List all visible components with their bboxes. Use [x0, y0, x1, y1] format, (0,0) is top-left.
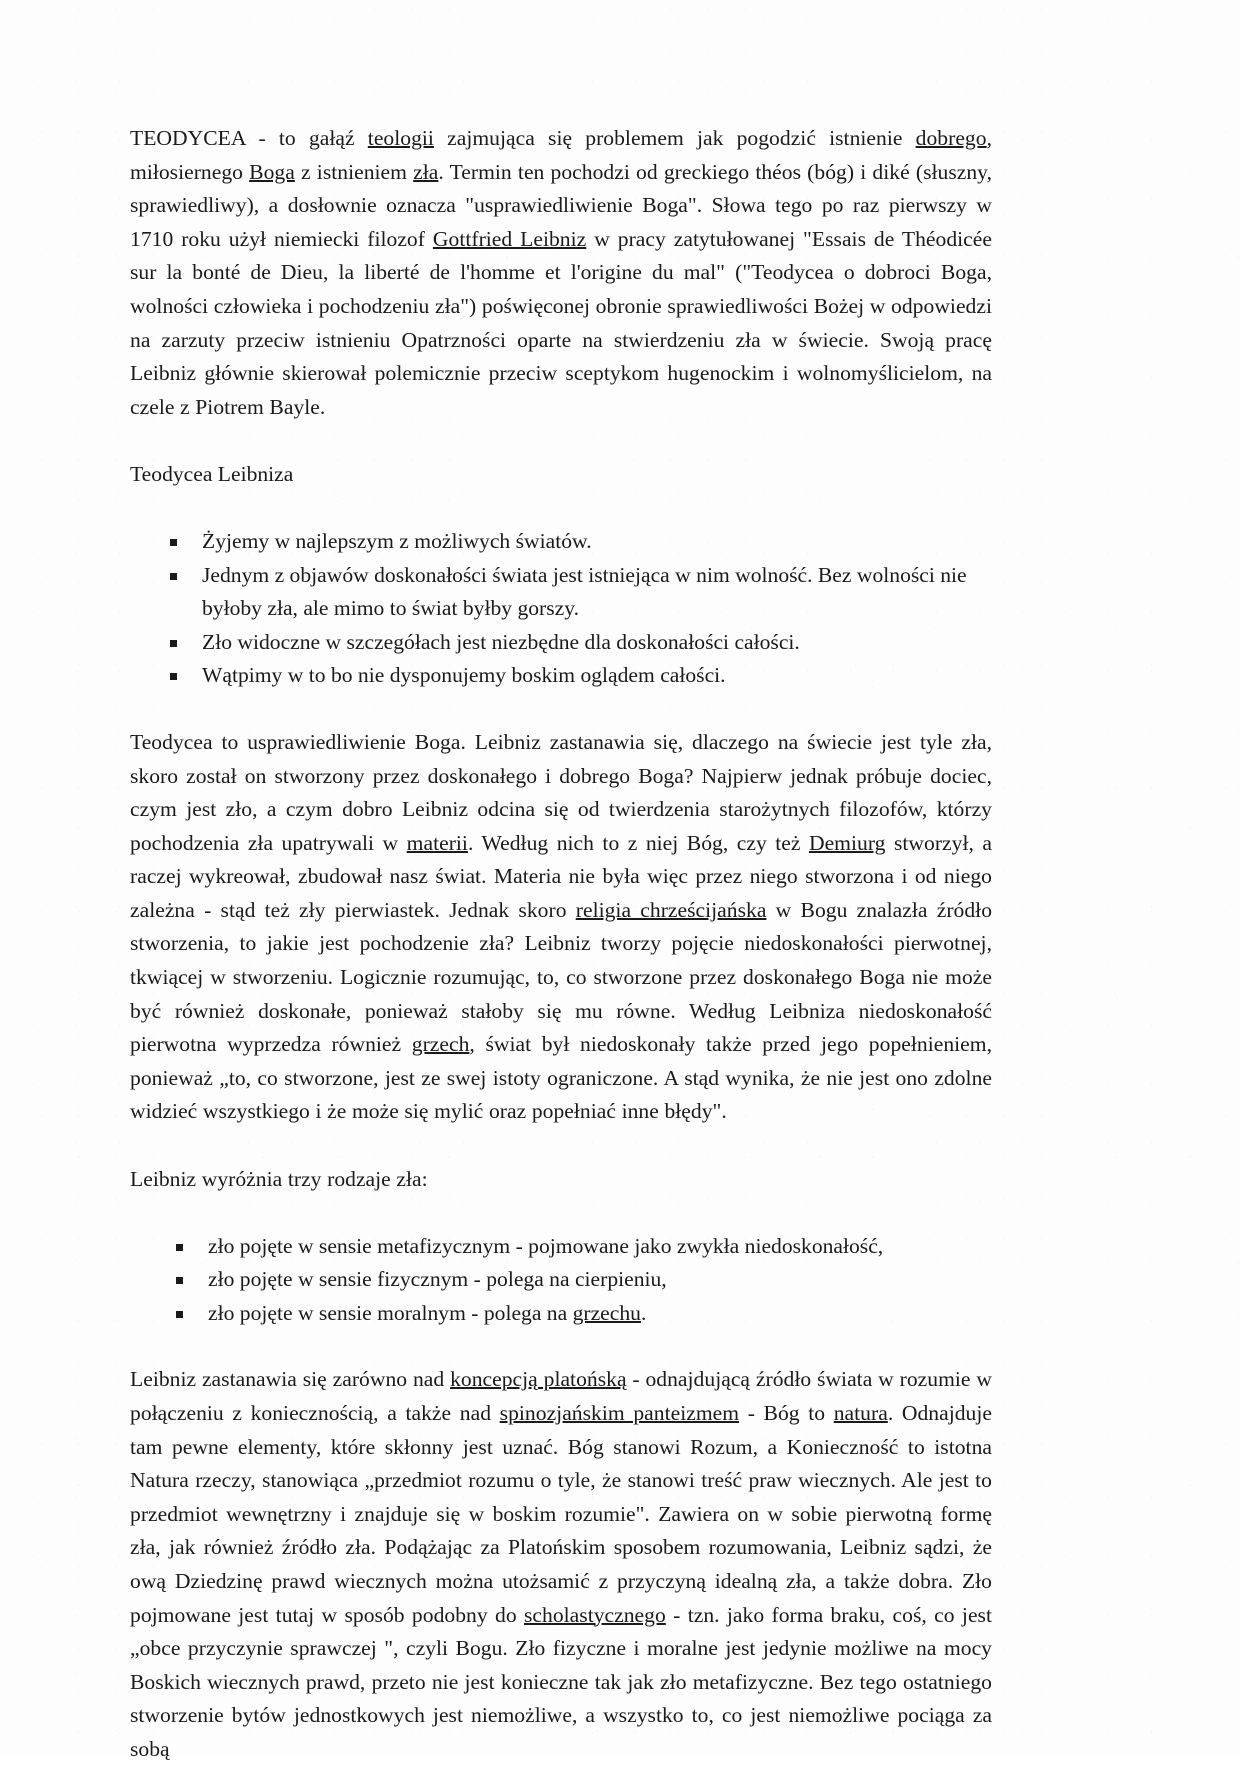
link-koncepcja-platonska[interactable]: koncepcją platońską	[450, 1367, 627, 1392]
link-grzech[interactable]: grzech	[411, 1032, 470, 1057]
link-natura[interactable]: natura	[833, 1401, 888, 1425]
spacer	[130, 693, 992, 726]
link-demiurg[interactable]: Demiurg	[808, 830, 886, 855]
document-body	[130, 122, 992, 1767]
para4-text-5: - tzn. jako forma braku, coś, co jest „obce przyczynie sprawczej ", czyli Bogu. Zło fizyczne i moralne jest jedynie możliwe na mocy Boskich wiecznych prawd, przeto nie jest konieczne tak jak zło metafizyczne. Bez tego ostatniego stworzenie bytów jednostkowych jest niemożliwe, a wszystko to, co jest niemożliwe pociąga za sobą	[130, 1602, 992, 1761]
spacer	[130, 1129, 992, 1163]
list-item-label-end: .	[640, 1300, 647, 1325]
bullet-list-kinds-of-evil	[130, 1230, 992, 1331]
paragraph-intro	[130, 122, 992, 424]
link-zla[interactable]: zła	[413, 159, 439, 184]
para4-text-3: - Bóg to	[739, 1401, 834, 1425]
spacer	[130, 1330, 992, 1363]
intro-text-5: . Termin ten pochodzi od greckiego théos (bóg) i diké (słuszny, sprawiedliwy), a dosłownie oznacza "usprawiedliwienie Boga". Słowa tego po raz pierwszy w 1710 roku użył niemiecki filozof	[130, 159, 993, 251]
list-item	[130, 1263, 992, 1297]
bullet-icon	[176, 1244, 183, 1251]
subheading-teodycea-leibniza: Teodycea Leibniza	[130, 462, 294, 487]
para2-text-2: . Według nich to z niej Bóg, czy też	[467, 830, 809, 855]
intro-text-1: TEODYCEA - to gałąź	[130, 126, 368, 150]
intro-text-4: z istnieniem	[294, 159, 414, 184]
list-item	[130, 1230, 992, 1264]
spacer	[130, 492, 992, 525]
list-item	[130, 559, 992, 626]
list-item-label: Jednym z objawów doskonałości świata jest istniejąca w nim wolność. Bez wolności nie byłoby zła, ale mimo to świat byłby gorszy.	[202, 562, 967, 621]
list-item-label: zło pojęte w sensie metafizycznym - pojmowane jako zwykła niedoskonałość,	[208, 1233, 884, 1258]
link-scholastycznego[interactable]: scholastycznego	[523, 1602, 666, 1627]
spacer	[130, 1197, 992, 1230]
list-item-label: zło pojęte w sensie moralnym - polega na	[208, 1300, 573, 1325]
list-item-label: Żyjemy w najlepszym z możliwych światów.	[202, 528, 592, 553]
list-item	[130, 1297, 992, 1331]
link-boga[interactable]: Boga	[249, 159, 295, 184]
paragraph-three-kinds-intro: Leibniz wyróżnia trzy rodzaje zła:	[130, 1167, 428, 1192]
intro-text-6: w pracy zatytułowanej "Essais de Théodicée sur la bonté de Dieu, la liberté de l'homme et l'origine du mal" ("Teodycea o dobroci Boga, wolności człowieka i pochodzeniu zła") poświęconej obronie sprawiedliwości Bożej w odpowiedzi na zarzuty przeciw istnieniu Opatrzności oparte na stwierdzeniu zła w świecie. Swoją pracę Leibniz głównie skierował polemicznie przeciw sceptykom hugenockim i wolnomyślicielom, na czele z Piotrem Bayle.	[130, 226, 992, 419]
bullet-icon	[170, 640, 177, 647]
link-grzechu[interactable]: grzechu	[572, 1300, 641, 1325]
link-materii[interactable]: materii	[406, 830, 468, 855]
paragraph-platonic-spinoza	[130, 1363, 992, 1766]
link-religia-chrzescijanska[interactable]: religia chrześcijańska	[575, 897, 767, 922]
para2-text-4: w Bogu znalazła źródło stworzenia, to jakie jest pochodzenie zła? Leibniz tworzy pojęcie niedoskonałości pierwotnej, tkwiącej w stworzeniu. Logicznie rozumując, to, co stworzone przez doskonałego Boga nie może być również doskonałe, ponieważ stałoby się mu równe. Według Leibniza niedoskonałość pierwotna wyprzedza również	[130, 897, 993, 1057]
link-gottfried-leibniz[interactable]: Gottfried Leibniz	[432, 226, 587, 251]
list-item	[130, 626, 992, 660]
list-item-label: Wątpimy w to bo nie dysponujemy boskim oglądem całości.	[202, 663, 726, 688]
bullet-icon	[170, 673, 177, 680]
bullet-icon	[170, 573, 177, 580]
para4-text-4: . Odnajduje tam pewne elementy, które skłonny jest uznać. Bóg stanowi Rozum, a Konieczność to istotna Natura rzeczy, stanowiąca „przedmiot rozumu o tyle, że stanowi treść praw wiecznych. Ale jest to przedmiot wewnętrzny i znajduje się w boskim rozumie". Zawiera on w sobie pierwotną formę zła, jak również źródło zła. Podążając za Platońskim sposobem rozumowania, Leibniz sądzi, że ową Dziedzinę prawd wiecznych można utożsamić z przyczyną idealną zła, a także dobra. Zło pojmowane jest tutaj w sposób podobny do	[130, 1401, 993, 1627]
para4-text-2: - odnajdującą źródło świata w rozumie w połączeniu z koniecznością, a także nad	[130, 1367, 992, 1425]
link-spinozjanski-panteizm[interactable]: spinozjańskim panteizmem	[499, 1401, 740, 1425]
bullet-icon	[176, 1311, 183, 1318]
spacer	[130, 424, 992, 458]
intro-text-3: , miłosiernego	[130, 126, 992, 184]
list-item-label: zło pojęte w sensie fizycznym - polega na cierpieniu,	[208, 1267, 667, 1292]
link-dobrego[interactable]: dobrego	[915, 126, 987, 150]
bullet-list-leibniz-theses	[130, 525, 992, 693]
list-item	[130, 525, 992, 559]
intro-text-2: zajmująca się problemem jak pogodzić istnienie	[433, 126, 916, 150]
link-teologii[interactable]: teologii	[367, 126, 434, 150]
list-item	[130, 659, 992, 693]
bullet-icon	[170, 539, 177, 546]
para2-text-3: stworzył, a raczej wykreował, zbudował nasz świat. Materia nie była więc przez niego stworzona i od niego zależna - stąd też zły pierwiastek. Jednak skoro	[130, 830, 992, 922]
para2-text-1: Teodycea to usprawiedliwienie Boga. Leibniz zastanawia się, dlaczego na świecie jest tyle zła, skoro został on stworzony przez doskonałego i dobrego Boga? Najpierw jednak próbuje dociec, czym jest zło, a czym dobro Leibniz odcina się od twierdzenia starożytnych filozofów, którzy pochodzenia zła upatrywali w	[130, 729, 992, 855]
paragraph-justification	[130, 726, 992, 1129]
list-item-label: Zło widoczne w szczegółach jest niezbędne dla doskonałości całości.	[202, 629, 800, 654]
para4-text-1: Leibniz zastanawia się zarówno nad	[130, 1367, 451, 1392]
bullet-icon	[176, 1277, 183, 1284]
para2-text-5: , świat był niedoskonały także przed jego popełnieniem, ponieważ „to, co stworzone, jest ze swej istoty ograniczone. A stąd wynika, że nie jest ono zdolne widzieć wszystkiego i że może się mylić oraz popełniać inne błędy".	[130, 1032, 992, 1124]
